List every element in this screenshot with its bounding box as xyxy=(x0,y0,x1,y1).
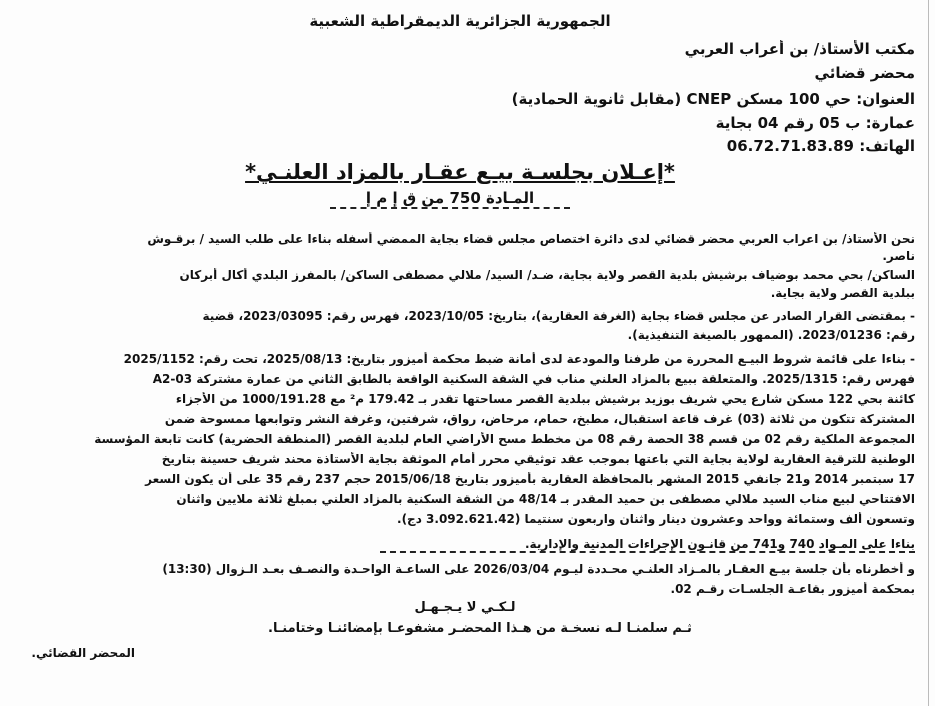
office-building: عمارة: ب 05 رقم 04 بجاية xyxy=(715,114,915,132)
office-name: مكتب الأستاذ/ بن أعراب العربي xyxy=(684,40,915,58)
article-reference: المـادة 750 من ق إ م إ xyxy=(330,189,570,209)
body-line: فهرس رقم: 2025/1315. والمتعلقة ببيع بالمزاد العلني مناب في الشقة السكنية الواقعة بالطابق الثاني من عمارة مشتركة A2-03 xyxy=(152,372,915,386)
body-line: الساكن/ بحي محمد بوضياف برشيش بلدية القصر ولاية بجاية، ضـد/ السيد/ ملالي مصطفى الساكن/ بالمفرز البلدي أكال أبركان xyxy=(179,268,915,282)
legal-basis: بناءا على المـواد 740 و741 من قانـون الإجراءات المدنية والإدارية. xyxy=(380,537,915,553)
body-line: 17 سبتمبر 2014 و21 جانفي 2015 المشهر بالمحافظة العقارية بأميزور بتاريخ 2015/06/18 حجم 237 رقم 35 على أن يكون السعر xyxy=(145,472,915,486)
body-line: وتسعون ألف وستمائة وواحد وعشرون دينار واثنان واربعون سنتيما (3.092.621.42 دج). xyxy=(397,512,915,526)
body-line: كائنة بحي 122 مسكن شارع يحي شريف بوزيد برشيش ببلدية القصر مساحتها تقدر بـ 179.42 م² مع 1000/191.28 من الأجزاء xyxy=(175,392,915,406)
body-line: ناصر. xyxy=(882,249,915,263)
body-line: و أخطرناه بأن جلسة بيـع العقـار بالمـزاد العلنـي محـددة ليـوم 2026/03/04 على الساعـة الواحـدة والنصـف بعـد الـزوال (13:30) xyxy=(162,562,915,576)
page-edge xyxy=(928,0,929,706)
body-line: - بناءا على قائمة شروط البيـع المحررة من طرفنا والمودعة لدى أمانة ضبط محكمة أميزور بتاريخ: 2025/08/13، تحت رقم: 2025/1152 xyxy=(123,352,915,366)
republic-heading: الجمهورية الجزائرية الديمقراطية الشعبية xyxy=(309,12,611,30)
closing-note: لـكـي لا يـجـهـل xyxy=(414,600,516,615)
body-line: المشتركة تتكون من ثلاثة (03) غرف قاعة استقبال، مطبخ، حمام، مرحاض، رواق، شرفتين، وغرفة النشر وتوابعها ممسوحة ضمن xyxy=(164,412,915,426)
body-line: - بمقتضى القرار الصادر عن مجلس قضاء بجاية (الغرفة العقارية)، بتاريخ: 2023/10/05، فهرس رقم: 2023/03095، قضية xyxy=(202,309,915,323)
body-line: الوطنية للترقية العقارية لولاية بجاية التي باعتها بموجب عقد توثيقي محرر أمام الموثقة بجاية الأستاذة محند شريف حسينة بتاريخ xyxy=(161,452,915,466)
closing-statement: ثـم سلمنـا لـه نسخـة من هـذا المحضـر مشفوعـا بإمضائنـا وختامنـا. xyxy=(268,621,692,636)
signature-label: المحضر القضائي. xyxy=(31,646,135,660)
body-line: بمحكمة أميزور بقاعـة الجلسـات رقـم 02. xyxy=(670,582,915,596)
body-line: الافتتاحي لبيع مناب السيد ملالي مصطفى بن حميد المقدر بـ 48/14 من الشقة السكنية بالمزاد العلني بمبلغ ثلاثة ملايين واثنان xyxy=(176,492,915,506)
body-line: ببلدية القصر ولاية بجاية. xyxy=(770,286,915,300)
office-role: محضر قضائي xyxy=(814,64,915,82)
office-phone: الهاتف: 06.72.71.83.89 xyxy=(726,137,915,155)
body-line: رقم: 2023/01236. (الممهور بالصيغة التنفيذية). xyxy=(627,328,915,342)
body-line: نحن الأستاذ/ بن اعراب العربي محضر قضائي لدى دائرة اختصاص مجلس قضاء بجاية الممضي أسفله بناءا على طلب السيد / برقـوش xyxy=(147,232,915,246)
announcement-title: *إعـلان بجلسـة بيـع عقـار بالمزاد العلنـي* xyxy=(245,160,675,184)
office-address: العنوان: حي 100 مسكن CNEP (مقابل ثانوية الحمادية) xyxy=(511,90,915,108)
body-line: المجموعة الملكية رقم 02 من قسم 38 الحصة رقم 08 من مخطط مسح الأراضي العام لبلدية القصر (المنطقة الحضرية) كانت تابعة المؤسسة xyxy=(94,432,915,446)
